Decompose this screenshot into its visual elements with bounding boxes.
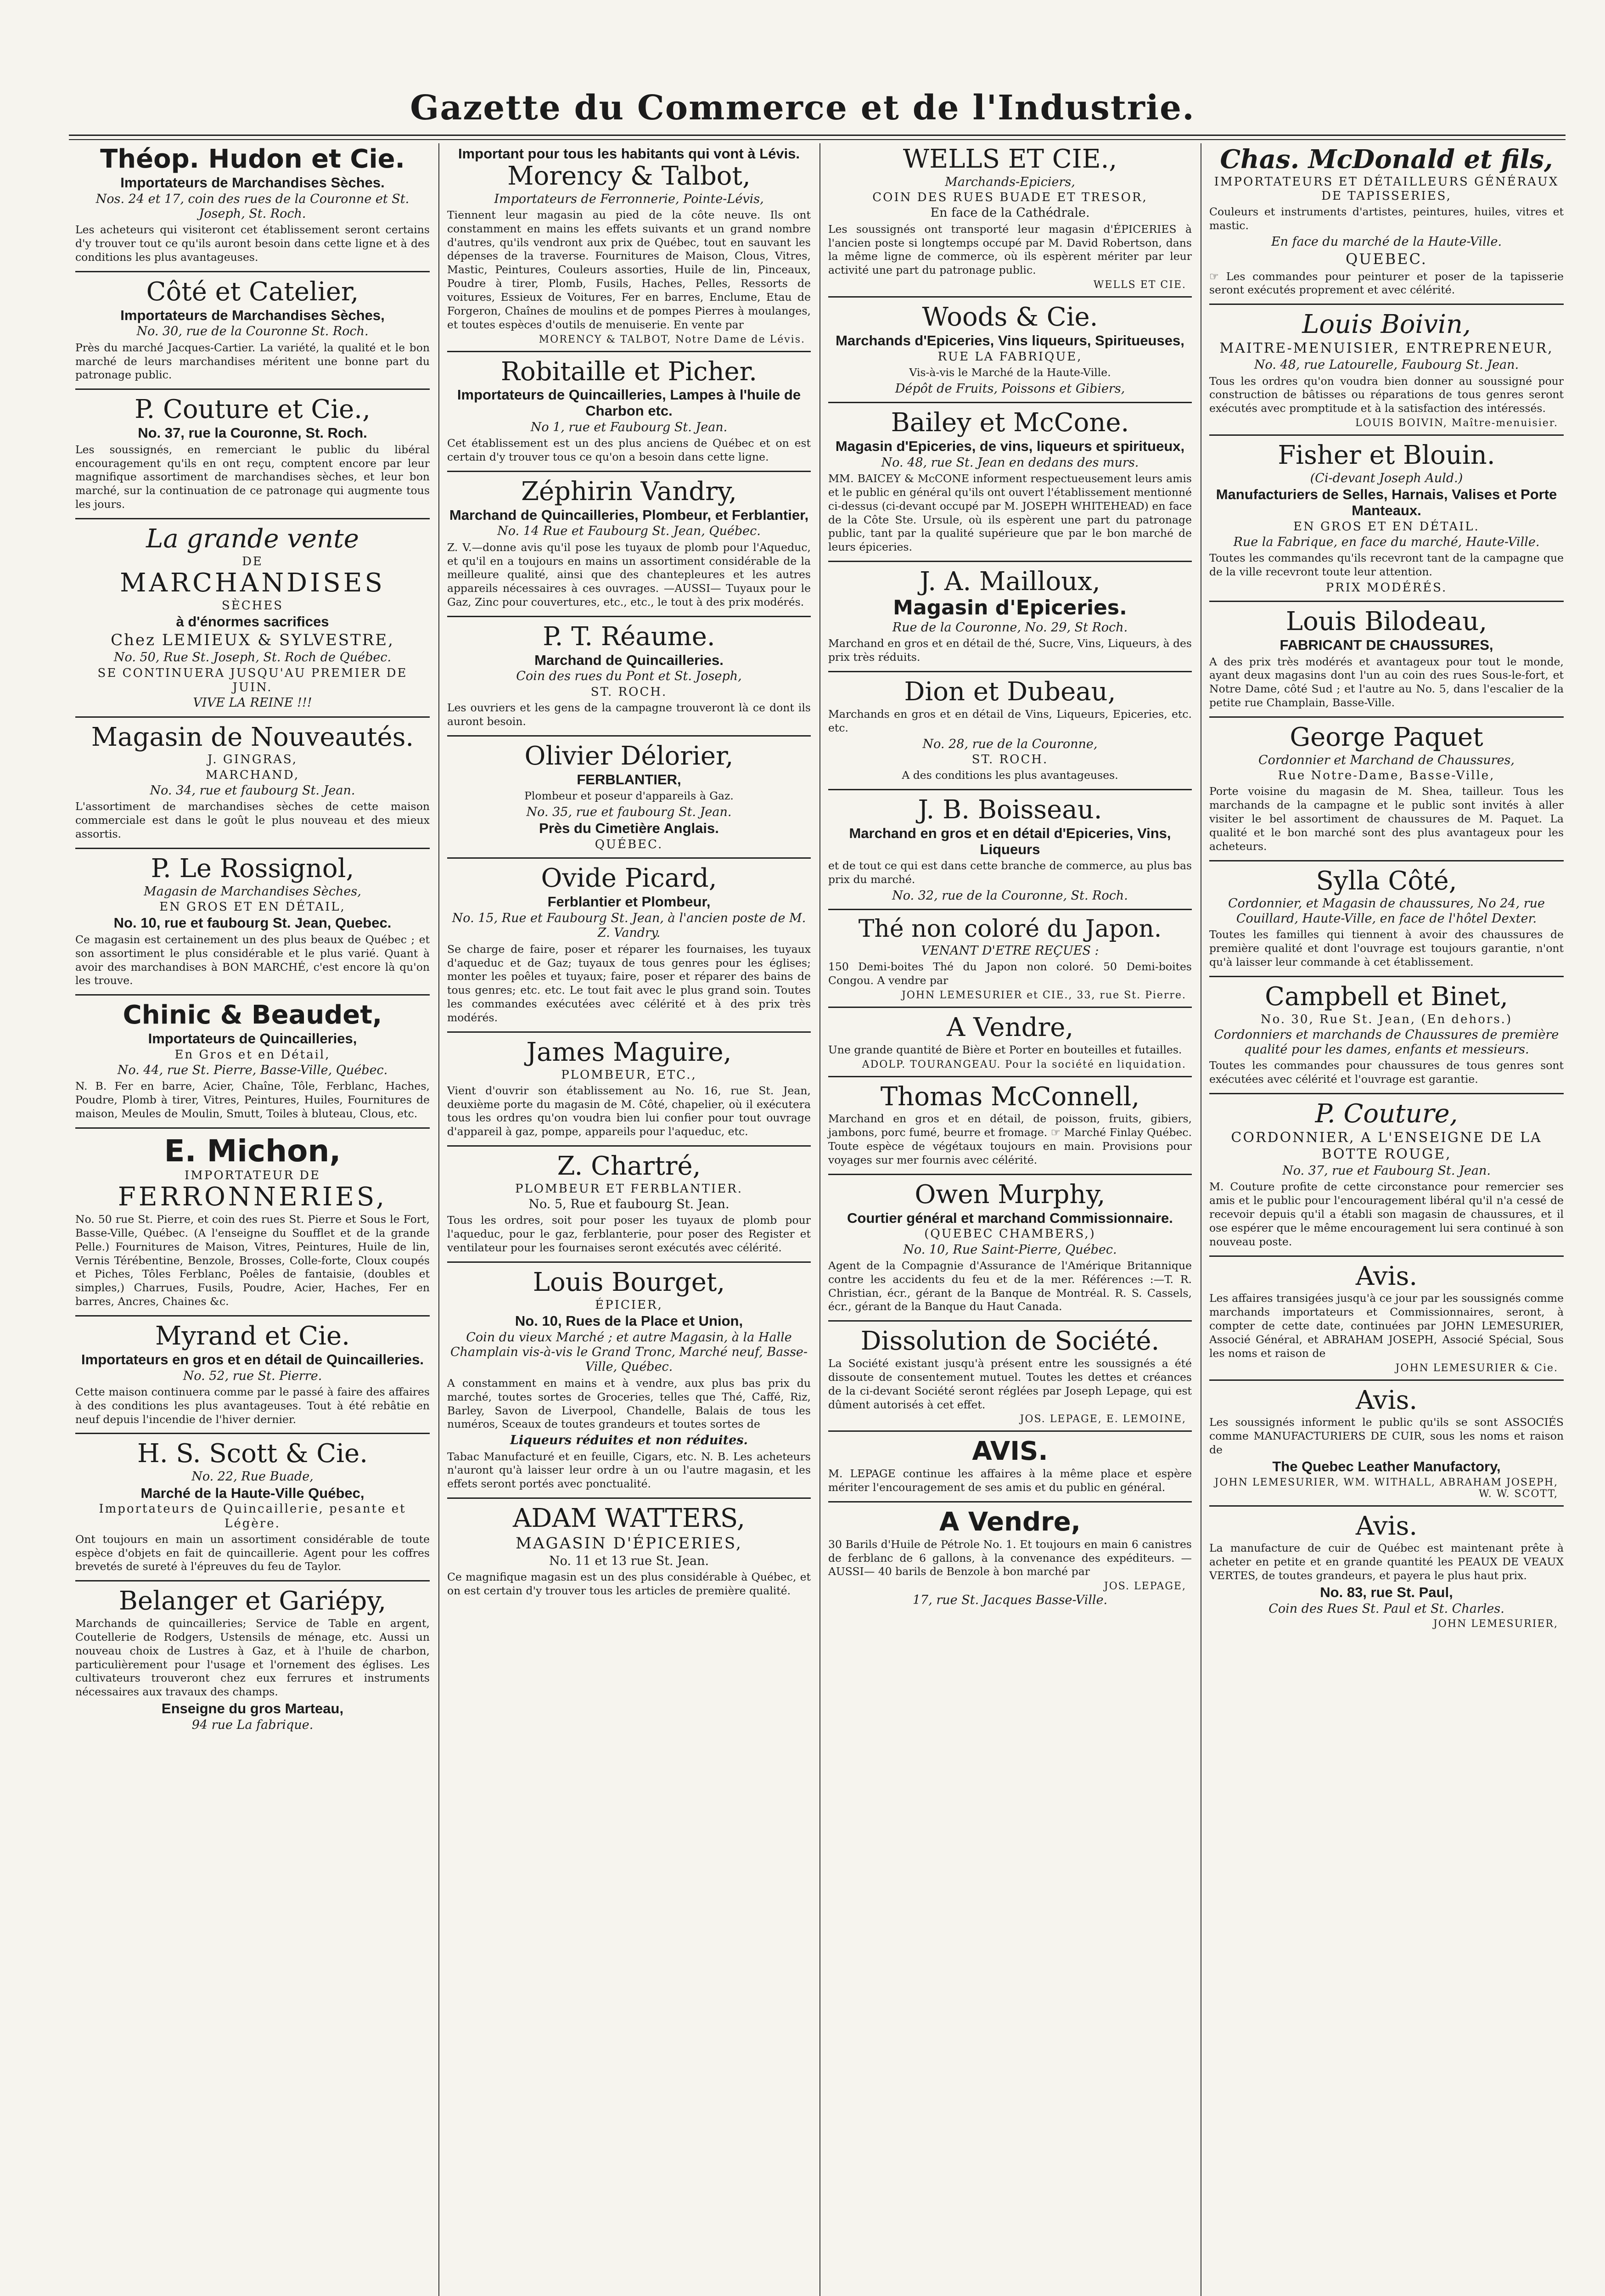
ad-ferronneries: FERRONNERIES, <box>118 1182 387 1212</box>
ad-subtitle: No. 83, rue St. Paul, <box>1320 1584 1453 1600</box>
ad-address: VENANT D'ETRE REÇUES : <box>921 943 1099 958</box>
ad-name: Côté et Catelier, <box>146 276 359 307</box>
ad-body: Les acheteurs qui visiteront cet établissement seront certains d'y trouver tout ce qu'ils auront besoin dans cette ligne et à des conditions les plus avantageuses. <box>75 223 430 264</box>
ad-address: No. 35, rue et faubourg St. Jean. <box>526 805 732 820</box>
ad-trade: IMPORTATEUR DE <box>185 1169 320 1183</box>
ad-address: No. 22, Rue Buade, <box>191 1469 314 1484</box>
ad-subtitle: Près du Cimetière Anglais. <box>539 820 719 837</box>
ad-rossignol <box>75 853 430 996</box>
ad-caps: QUÉBEC. <box>595 838 663 852</box>
ad-name: Ovide Picard, <box>541 863 717 894</box>
ad-name: La grande vente <box>146 524 359 554</box>
ad-sign: JOHN LEMESURIER, <box>1433 1618 1558 1630</box>
ad-sign: ADOLP. TOURANGEAU. Pour la société en liquidation. <box>862 1058 1186 1070</box>
ad-body: Cette maison continuera comme par le passé à faire des affaires à des conditions les plus avantageuses. Tout à été rebâtie en neuf depuis l'incendie de l'hiver dernier. <box>75 1385 430 1426</box>
ad-trade: Importateurs de Quincaillerie, pesante et Légère. <box>99 1502 406 1531</box>
ad-continue: SE CONTINUERA JUSQU'AU PREMIER DE JUIN. <box>97 666 408 695</box>
ad-scott <box>75 1438 430 1581</box>
ad-a-vendre-huile <box>828 1506 1192 1614</box>
ad-liqueurs: Liqueurs réduites et non réduites. <box>510 1433 748 1448</box>
ad-caps: ST. ROCH. <box>590 685 668 699</box>
ad-a-vendre-biere <box>828 1012 1192 1077</box>
ad-address: Coin des rues du Pont et St. Joseph, <box>516 669 742 684</box>
ad-address: No. 28, rue de la Couronne, <box>922 737 1098 751</box>
masthead-rule <box>69 135 1566 140</box>
ad-trade: ÉPICIER, <box>595 1298 663 1312</box>
ad-address: No. 37, rue et Faubourg St. Jean. <box>1282 1163 1491 1178</box>
ad-morency-talbot <box>447 143 811 352</box>
ad-name: Thé non coloré du Japon. <box>858 915 1162 943</box>
ad-sign: WELLS ET CIE. <box>1093 279 1186 291</box>
ad-maguire <box>447 1036 811 1147</box>
ad-address: Rue de la Couronne, No. 29, St Roch. <box>892 620 1128 635</box>
ad-watters <box>447 1503 811 1604</box>
ad-owner: J. GINGRAS, <box>208 753 297 767</box>
ad-name: Belanger et Gariépy, <box>118 1586 387 1616</box>
ad-avis-1 <box>1209 1261 1564 1381</box>
ad-name: Robitaille et Picher. <box>500 356 758 387</box>
ad-address: No. 14 Rue et Faubourg St. Jean, Québec. <box>497 524 761 539</box>
ad-name: James Maguire, <box>526 1037 732 1067</box>
ad-delorier <box>447 740 811 859</box>
ad-picard <box>447 862 811 1032</box>
ad-body: A constamment en mains et à vendre, aux plus bas prix du marché, toutes sortes de Groceries, telles que Thé, Caffé, Riz, Barley, Savon de Liverpool, Chandelle, Balais de tous les numéros, Sceaux de toutes grandeurs et toutes sortes de <box>447 1376 811 1431</box>
ad-address: (Ci-devant Joseph Auld.) <box>1310 471 1463 485</box>
ad-mcconnell <box>828 1081 1192 1175</box>
ad-body: Les soussignés informent le public qu'ils se sont ASSOCIÉS comme MANUFACTURIERS DE CUIR, sous les noms et raison de <box>1209 1416 1564 1457</box>
ad-seches: SÈCHES <box>221 598 284 613</box>
column-rule <box>438 143 439 2296</box>
ad-name: Avis. <box>1355 1385 1418 1415</box>
ad-name: Théop. Hudon et Cie. <box>100 144 405 174</box>
ad-name: Dion et Dubeau, <box>904 677 1116 707</box>
ad-boisseau <box>828 794 1192 910</box>
ad-subtitle: FABRICANT DE CHAUSSURES, <box>1280 636 1493 653</box>
ad-name: Magasin de Nouveautés. <box>91 722 414 752</box>
ad-subtitle: à d'énormes sacrifices <box>176 613 329 630</box>
column-1 <box>69 143 436 2296</box>
ad-address: No. 44, rue St. Pierre, Basse-Ville, Québec. <box>117 1063 388 1077</box>
ad-body: 150 Demi-boites Thé du Japon non coloré. 50 Demi-boites Congou. A vendre par <box>828 960 1192 987</box>
ad-hudon <box>75 143 430 272</box>
ad-subtitle: No. 37, rue la Couronne, St. Roch. <box>138 425 367 441</box>
ad-address: No. 32, rue de la Couronne, St. Roch. <box>892 888 1128 903</box>
ad-sign: JOHN LEMESURIER et CIE., 33, rue St. Pierre. <box>902 990 1186 1001</box>
ad-body: Agent de la Compagnie d'Assurance de l'Amérique Britannique contre les accidents du feu et de la mer. Références :—T. R. Christian, écr., gérant de la Banque de Montréal. R. S. Cassels, écr., gérant de la Banque du Haut Canada. <box>828 1259 1192 1313</box>
ad-address: Cordonnier, et Magasin de chaussures, No 24, rue Couillard, Haute-Ville, en face de l'hôtel Dexter. <box>1228 896 1545 926</box>
ad-body: Ont toujours en main un assortiment considérable de toute espèce d'objets en fait de quincaillerie. Agent pour les coffres brevetés de sureté à l'épreuves du feu de Taylor. <box>75 1532 430 1573</box>
ad-name: Thomas McConnell, <box>880 1081 1140 1112</box>
ad-body-2: Tabac Manufacturé et en feuille, Cigars, etc. N. B. Les acheteurs n'auront qu'à laisser leur ordre à un ou l'autre magasin, et les effets seront portés avec ponctualité. <box>447 1450 811 1491</box>
ad-address: No. 10, Rue Saint-Pierre, Québec. <box>903 1242 1117 1257</box>
ad-body: M. Couture profite de cette circonstance pour remercier ses amis et le public pour l'encouragement libéral qu'il n'a cessé de recevoir depuis qu'il a établi son magasin de chaussures, et il ose espérer que le même encouragement lui sera continué à son nouveau poste. <box>1209 1180 1564 1248</box>
ad-sign: Enseigne du gros Marteau, <box>161 1700 344 1717</box>
ad-name: P. T. Réaume. <box>543 621 715 652</box>
ad-subtitle: COIN DES RUES BUADE ET TRESOR, <box>872 191 1148 205</box>
ad-name: Louis Boivin, <box>1302 310 1471 340</box>
ad-subtitle: Marchands d'Epiceries, Vins liqueurs, Spiritueuses, <box>836 332 1184 349</box>
ad-address: Importateurs de Ferronnerie, Pointe-Lévis, <box>494 191 764 206</box>
ad-address: Cordonniers et marchands de Chaussures de première qualité pour les dames, enfants et messieurs. <box>1214 1027 1559 1057</box>
ad-address: Dépôt de Fruits, Poissons et Gibiers, <box>895 381 1125 396</box>
ad-subtitle: IMPORTATEURS ET DÉTAILLEURS GÉNÉRAUX DE TAPISSERIES, <box>1214 174 1559 203</box>
ad-trade: RUE LA FABRIQUE, <box>937 349 1083 364</box>
ad-bailey <box>828 407 1192 562</box>
ad-mailloux <box>828 566 1192 672</box>
ad-body: Cet établissement est un des plus anciens de Québec et on est certain d'y trouver tous ce qu'on a besoin dans cette ligne. <box>447 437 811 463</box>
ad-name: Morency & Talbot, <box>507 161 751 191</box>
ad-body: Vis-à-vis le Marché de la Haute-Ville. <box>909 366 1111 379</box>
ad-body: Une grande quantité de Bière et Porter en bouteilles et futailles. <box>828 1043 1182 1056</box>
ad-body: Couleurs et instruments d'artistes, peintures, huiles, vitres et mastic. <box>1209 205 1564 232</box>
ad-body: 30 Barils d'Huile de Pétrole No. 1. Et toujours en main 6 canistres de ferblanc de 6 gallons, à la convenance des expéditeurs. —AUSSI— 40 barils de Benzole à bon marché par <box>828 1537 1192 1578</box>
ad-name: Owen Murphy, <box>915 1179 1106 1210</box>
ad-body: Tous les ordres, soit pour poser les tuyaux de plomb pour l'aqueduc, pour le gaz, ferblanterie, pour poser des Register et ventilateur pour les fournaises seront exécutés avec célérité. <box>447 1214 811 1255</box>
ad-body: Toutes les familles qui tiennent à avoir des chaussures de première qualité et dont l'ouvrage est toujours garantie, n'ont qu'à laisser leur commande à cet établissement. <box>1209 928 1564 968</box>
ad-dion-dubeau <box>828 676 1192 790</box>
ad-body: N. B. Fer en barre, Acier, Chaîne, Tôle, Ferblanc, Haches, Poudre, Plomb à tirer, Vitres, Peintures, Huiles, Fournitures de maison, Meules de Moulin, Smutt, Toiles à bluteau, Clous, etc. <box>75 1080 430 1120</box>
ad-sign: JOS. LEPAGE, E. LEMOINE, <box>1020 1413 1186 1425</box>
ad-sylla-cote <box>1209 865 1564 977</box>
ad-body: Marchand en gros et en détail de thé, Sucre, Vins, Liqueurs, à des prix très réduits. <box>828 637 1192 664</box>
ad-boivin <box>1209 309 1564 436</box>
ad-nouveautes <box>75 721 430 849</box>
ad-subtitle: No. 10, Rues de la Place et Union, <box>515 1312 743 1329</box>
ad-name: Louis Bilodeau, <box>1285 607 1487 637</box>
ad-subtitle: Ferblantier et Plombeur, <box>547 894 711 910</box>
ad-address: No. 52, rue St. Pierre. <box>183 1368 322 1383</box>
ad-body: et de tout ce qui est dans cette branche de commerce, au plus bas prix du marché. <box>828 859 1192 886</box>
ad-address: 17, rue St. Jacques Basse-Ville. <box>912 1593 1108 1608</box>
ad-name: Avis. <box>1355 1511 1418 1541</box>
ad-trade: En Gros et en Détail, <box>174 1047 331 1062</box>
ad-body: Les soussignés, en remerciant le public du libéral encouragement qu'ils en ont reçu, comptent encore par leur magnifique assortiment de marchandises sèches, et leur bon marché, sur la continuation de ce patronage qui augmente tous les jours. <box>75 443 430 511</box>
ad-woods <box>828 301 1192 403</box>
ad-trade: MARCHAND, <box>205 768 300 782</box>
ad-address: Nos. 24 et 17, coin des rues de la Couronne et St. Joseph, St. Roch. <box>95 191 410 221</box>
ad-avis-2 <box>1209 1384 1564 1507</box>
ad-sign: JOHN LEMESURIER, WM. WITHALL, ABRAHAM JOSEPH, W. W. SCOTT, <box>1214 1476 1558 1500</box>
ad-the-japon <box>828 914 1192 1008</box>
ad-body: Tous les ordres qu'on voudra bien donner au soussigné pour construction de bâtisses ou réparations de tous genres seront exécutés avec promptitude et à la satisfaction des intéressés. <box>1209 374 1564 415</box>
ad-sign: JOS. LEPAGE, <box>1104 1581 1186 1593</box>
ad-name: Campbell et Binet, <box>1265 981 1508 1012</box>
ad-name: Louis Bourget, <box>533 1267 725 1297</box>
ad-body: Vient d'ouvrir son établissement au No. 16, rue St. Jean, deuxième porte du magasin de M. Côté, chapelier, où il exécutera tous les ordres qu'on voudra bien lui confier pour tout ouvrage d'appareil à gaz, pompe, appareils pour l'aqueduc, etc. <box>447 1084 811 1138</box>
ad-name: Avis. <box>1355 1261 1418 1291</box>
column-rule <box>819 143 820 2296</box>
ad-name: P. Le Rossignol, <box>151 853 354 884</box>
ad-body: L'assortiment de marchandises sèches de cette maison commerciale est dans le goût le plus nouveau et des mieux assortis. <box>75 800 430 840</box>
ad-subtitle: Marché de la Haute-Ville Québec, <box>140 1485 365 1501</box>
ad-body: Ce magnifique magasin est un des plus considérable à Québec, et on est certain d'y trouver tous les articles de première qualité. <box>447 1570 811 1597</box>
ad-body: Se charge de faire, poser et réparer les fournaises, les tuyaux d'aqueduc et de Gaz; tuyaux de tous genres pour les églises; monter les poêles et tuyaux; faire, poser et réparer des bains de tous genres; etc. etc. Le tout fait avec le plus grand soin. Toutes les commandes exécutées avec célérité et à des prix très modérés. <box>447 942 811 1024</box>
ad-name: Myrand et Cie. <box>155 1321 350 1351</box>
ad-address: Coin des Rues St. Paul et St. Charles. <box>1268 1601 1504 1616</box>
ad-name: Dissolution de Société. <box>860 1326 1160 1356</box>
ad-trade: PLOMBEUR ET FERBLANTIER. <box>515 1182 743 1196</box>
ad-cote-catelier <box>75 276 430 390</box>
ad-subtitle: Marchand de Quincailleries, Plombeur, et Ferblantier, <box>449 506 809 523</box>
ad-address: No. 34, rue et faubourg St. Jean. <box>150 783 355 798</box>
ad-name: Z. Chartré, <box>557 1151 701 1182</box>
ad-name: Chas. McDonald et fils, <box>1220 144 1553 174</box>
ad-name: P. Couture et Cie., <box>135 394 370 425</box>
ad-name: Olivier Délorier, <box>524 741 734 771</box>
ad-address: No. 5, Rue et faubourg St. Jean. <box>528 1197 730 1212</box>
ad-body: Tiennent leur magasin au pied de la côte neuve. Ils ont constamment en mains les effets suivants et un grand nombre d'autres, qu'ils vendront aux prix de Québec, tout en sauvant les dépenses de la traverse. Fournitures de Maison, Clous, Vitres, Mastic, Peintures, Couleurs assorties, Huile de lin, Pinceaux, Poudre à tirer, Plomb, Fusils, Haches, Pelles, Ressorts de voitures, Essieux de Voitures, Fer en barres, Enclume, Etau de Forgeron, Chaînes de moulins et de pompes Pierres à moulanges, et toutes espèces d'outils de menuiserie. En vente par <box>447 208 811 331</box>
ad-campbell-binet <box>1209 981 1564 1094</box>
ad-paquet <box>1209 721 1564 861</box>
ad-subtitle: Magasin d'Epiceries. <box>893 596 1127 619</box>
ad-name: P. Couture, <box>1315 1099 1458 1129</box>
ad-body: La Société existant jusqu'à présent entre les soussignés a été dissoute de consentement mutuel. Toutes les dettes et créances de la ci-devant Société seront réglées par Joseph Lepage, qui est dûment autorisés à cet effet. <box>828 1357 1192 1411</box>
ad-myrand <box>75 1320 430 1434</box>
ad-subtitle: Importateurs de Quincailleries, Lampes à l'huile de Charbon etc. <box>457 387 801 419</box>
ad-name: ADAM WATTERS, <box>512 1503 746 1534</box>
ad-address: 94 rue La fabrique. <box>191 1717 314 1732</box>
ad-couture-cordonnier <box>1209 1098 1564 1256</box>
ad-subtitle: Importateurs de Marchandises Sèches, <box>120 307 385 323</box>
ad-subtitle: The Quebec Leather Manufactory, <box>1272 1458 1501 1474</box>
ad-trade: CORDONNIER, A L'ENSEIGNE DE LA BOTTE ROUGE, <box>1231 1129 1542 1162</box>
column-2 <box>441 143 817 2296</box>
ad-address: No. 48, rue Latourelle, Faubourg St. Jean. <box>1254 358 1519 372</box>
ad-body: Plombeur et poseur d'appareils à Gaz. <box>524 789 734 803</box>
ad-address: No 1, rue et Faubourg St. Jean. <box>530 420 728 434</box>
ad-address: No. 15, Rue et Faubourg St. Jean, à l'ancien poste de M. Z. Vandry. <box>452 911 806 940</box>
ad-sign: MORENCY & TALBOT, Notre Dame de Lévis. <box>539 333 805 345</box>
ad-vive: VIVE LA REINE !!! <box>193 696 312 710</box>
ad-address: En face du marché de la Haute-Ville. <box>1271 234 1502 249</box>
ad-trade: (QUEBEC CHAMBERS,) <box>924 1227 1096 1241</box>
ad-trade: EN GROS ET EN DÉTAIL. <box>1293 519 1480 534</box>
ad-body: Marchands de quincailleries; Service de Table en argent, Coutellerie de Rodgers, Ustensils de ménage, etc. Aussi un nouveau choix de Lustres à Gaz, et à l'huile de charbon, particulièrement pour l'usage et l'ornement des églises. Les cultivateurs trouveront chez eux ferrures et instruments nécessaires aux travaux des champs. <box>75 1617 430 1699</box>
ad-wells <box>828 143 1192 298</box>
ad-near: En face de la Cathédrale. <box>930 206 1090 220</box>
ad-body: Porte voisine du magasin de M. Shea, tailleur. Tous les marchands de la campagne et le public sont invités à aller visiter le bel assortiment de chaussures de M. Paquet. La qualité et le bon marché sont des plus avantageux pour les acheteurs. <box>1209 785 1564 853</box>
ad-name: Bailey et McCone. <box>891 408 1129 438</box>
ad-bilodeau <box>1209 606 1564 718</box>
ad-bourget <box>447 1266 811 1499</box>
ad-subtitle: Marchand en gros et en détail d'Epiceries, Vins, Liqueurs <box>849 825 1171 857</box>
ad-subtitle: Importateurs de Quincailleries, <box>148 1030 357 1047</box>
ad-name: AVIS. <box>972 1436 1048 1467</box>
ad-body: Marchands en gros et en détail de Vins, Liqueurs, Epiceries, etc. etc. <box>828 707 1192 734</box>
ad-heading: Important pour tous les habitants qui vont à Lévis. <box>458 146 800 162</box>
ad-body: Ce magasin est certainement un des plus beaux de Québec ; et son assortiment le plus considérable et le plus varié. Quant à avoir des marchandises à BON MARCHÉ, c'est encore là qu'on les trouve. <box>75 933 430 987</box>
ad-avis-3 <box>1209 1510 1564 1635</box>
ad-dissolution <box>828 1325 1192 1432</box>
ad-vandry <box>447 476 811 617</box>
ad-body: Z. V.—donne avis qu'il pose les tuyaux de plomb pour l'Aqueduc, et qu'il en a toujours en mains un assortiment considérable de la meilleure qualité, ainsi que des chantepleures et les autres appareils nécessaires à ces ouvrages. —AUSSI— Tuyaux pour le Gaz, Zinc pour couvertures, etc., etc., le tout à des prix modérés. <box>447 540 811 609</box>
column-4 <box>1203 143 1570 2296</box>
ad-subtitle: Manufacturiers de Selles, Harnais, Valises et Porte Manteaux. <box>1216 486 1557 518</box>
ad-chez: Chez LEMIEUX & SYLVESTRE, <box>111 630 394 649</box>
ad-body-2: A des conditions les plus avantageuses. <box>902 769 1118 782</box>
ad-body: A des prix très modérés et avantageux pour tout le monde, ayant deux magasins dont l'un au coin des rues Sous-le-fort, et Notre Dame, côté Sud ; et l'autre au No. 5, dans l'escalier de la petite rue Champlain, Basse-Ville. <box>1209 655 1564 709</box>
ad-address: Coin du vieux Marché ; et autre Magasin, à la Halle Champlain vis-à-vis le Grand Tronc, Marché neuf, Basse-Ville, Québec. <box>450 1330 808 1374</box>
ad-trade: EN GROS ET EN DÉTAIL, <box>159 900 346 914</box>
ad-body: Toutes les commandes pour chaussures de tous genres sont exécutées avec célérité et l'ouvrage est garantie. <box>1209 1059 1564 1086</box>
ad-body: Près du marché Jacques-Cartier. La variété, la qualité et le bon marché de leurs marchandises méritent une bonne part du patronage public. <box>75 341 430 382</box>
ad-body: MM. BAICEY & McCONE informent respectueusement leurs amis et le public en général qu'ils ont ouvert l'établissement mentionné ci-dessus (ci-devant occupé par M. JOSEPH WHITEHEAD) en face de la Côte Ste. Ursule, où ils espèrent une part du patronage public, tant par la qualité supérieure que par le bon marché de leurs épiceries. <box>828 472 1192 554</box>
ad-avis-lepage <box>828 1435 1192 1502</box>
ad-body: Les ouvriers et les gens de la campagne trouveront là ce dont ils auront besoin. <box>447 701 811 728</box>
ad-chartre <box>447 1150 811 1263</box>
ad-address: No. 50, Rue St. Joseph, St. Roch de Québec. <box>113 650 392 665</box>
ad-mcdonald <box>1209 143 1564 305</box>
ad-michon <box>75 1132 430 1317</box>
ad-name: H. S. Scott & Cie. <box>137 1439 368 1469</box>
ad-subtitle: Magasin d'Epiceries, de vins, liqueurs et spiritueux, <box>835 438 1185 454</box>
masthead: Gazette du Commerce et de l'Industrie. <box>410 88 1195 128</box>
ad-name: WELLS ET CIE., <box>903 144 1117 174</box>
ad-address: Cordonnier et Marchand de Chaussures, <box>1258 753 1515 767</box>
ad-trade: FERBLANTIER, <box>577 771 681 788</box>
ad-grande-vente <box>75 523 430 718</box>
ad-body: Les affaires transigées jusqu'à ce jour par les soussignés comme marchands importateurs et Commissionnaires, seront, à compter de cette date, continuées par JOHN LEMESURIER, Associé Général, et ABRAHAM JOSEPH, Associé Spécial, Sous les noms et raison de <box>1209 1292 1564 1360</box>
ad-address-2: Rue la Fabrique, en face du marché, Haute-Ville. <box>1233 535 1540 549</box>
ad-subtitle: Courtier général et marchand Commissionnaire. <box>847 1210 1173 1226</box>
ad-caps: PRIX MODÉRÉS. <box>1325 580 1448 595</box>
ad-name: Woods & Cie. <box>922 302 1098 332</box>
ad-address: Marchands-Epiciers, <box>945 174 1075 189</box>
ad-address: No. 30, rue de la Couronne St. Roch. <box>136 324 369 339</box>
ad-belanger <box>75 1585 430 1738</box>
ad-body: Les soussignés ont transporté leur magasin d'ÉPICERIES à l'ancien poste si longtemps occupé par M. David Robertson, dans la même ligne de commerce, où ils espèrent mériter par leur activité une part du patronage public. <box>828 222 1192 277</box>
ad-sign: JOHN LEMESURIER & Cie. <box>1395 1362 1558 1374</box>
ad-robitaille <box>447 356 811 472</box>
ad-caps: ST. ROCH. <box>971 752 1049 766</box>
ad-trade: Rue Notre-Dame, Basse-Ville, <box>1278 769 1495 783</box>
ad-address: No. 48, rue St. Jean en dedans des murs. <box>881 455 1139 470</box>
ad-fisher-blouin <box>1209 439 1564 602</box>
ad-address: No. 11 et 13 rue St. Jean. <box>549 1553 709 1568</box>
ad-subtitle: Marchand de Quincailleries. <box>534 652 724 668</box>
ad-reaume <box>447 621 811 737</box>
ad-name: E. Michon, <box>164 1133 341 1169</box>
ad-subtitle: MAGASIN D'ÉPICERIES, <box>516 1534 742 1553</box>
ad-body: No. 50 rue St. Pierre, et coin des rues St. Pierre et Sous le Fort, Basse-Ville, Québec. (A l'enseigne du Soufflet et de la grande Pelle.) Fournitures de Maison, Vitres, Peintures, Huile de lin, Vernis Térébentine, Benzole, Brosses, Colle-forte, Cloux coupés et Piches, Tôles Ferblanc, Poêles de fantaisie, (doubles et simples,) Charrues, Fusils, Poudre, Acier, Haches, Fer en barres, Ancres, Chaines &c. <box>75 1213 430 1308</box>
ad-body: Marchand en gros et en détail, de poisson, fruits, gibiers, jambons, porc fumé, beurre et fromage. ☞ Marché Finlay Québec. Toute espèce de végétaux toujours en main. Provisions pour voyages sur mer fournis avec célérité. <box>828 1112 1192 1166</box>
ad-couture-cie <box>75 394 430 519</box>
ad-sign: LOUIS BOIVIN, Maître-menuisier. <box>1355 417 1558 429</box>
ad-name: J. B. Boisseau. <box>918 795 1102 825</box>
ad-name: A Vendre, <box>939 1507 1081 1537</box>
ad-trade: No. 30, Rue St. Jean, (En dehors.) <box>1260 1012 1513 1026</box>
ad-marchandises: MARCHANDISES <box>120 568 385 598</box>
ad-name: Fisher et Blouin. <box>1278 440 1495 471</box>
ad-murphy <box>828 1179 1192 1322</box>
ad-chinic <box>75 999 430 1129</box>
ad-subtitle: No. 10, rue et faubourg St. Jean, Quebec. <box>113 915 392 931</box>
column-3 <box>822 143 1198 2296</box>
ad-name: Zéphirin Vandry, <box>521 476 737 506</box>
ad-address: Magasin de Marchandises Sèches, <box>144 884 361 899</box>
ad-name: Chinic & Beaudet, <box>123 1000 382 1030</box>
ad-de: DE <box>242 554 263 568</box>
ad-body: La manufacture de cuir de Québec est maintenant prête à acheter en petite et en grande quantité les PEAUX DE VEAUX VERTES, de toutes grandeurs, et payera le plus haut prix. <box>1209 1542 1564 1582</box>
ad-body: Toutes les commandes qu'ils recevront tant de la campagne que de la ville recevront toute leur attention. <box>1209 551 1564 579</box>
ad-name: J. A. Mailloux, <box>920 567 1100 597</box>
ad-name: A Vendre, <box>946 1013 1074 1042</box>
ad-name: Sylla Côté, <box>1316 866 1457 896</box>
ad-body: M. LEPAGE continue les affaires à la même place et espère mériter l'encouragement de ses amis et du public en général. <box>828 1467 1192 1494</box>
ad-body-2: ☞ Les commandes pour peinturer et poser de la tapisserie seront exécutés proprement et avec célérité. <box>1209 270 1564 297</box>
ad-trade: PLOMBEUR, ETC., <box>561 1068 697 1082</box>
ad-subtitle: Importateurs de Marchandises Sèches. <box>120 174 385 191</box>
ad-trade: MAITRE-MENUISIER, ENTREPRENEUR, <box>1219 340 1554 357</box>
ad-caps: QUEBEC. <box>1346 250 1427 268</box>
ad-subtitle: Importateurs en gros et en détail de Quincailleries. <box>81 1351 424 1367</box>
ad-name: George Paquet <box>1290 722 1483 753</box>
